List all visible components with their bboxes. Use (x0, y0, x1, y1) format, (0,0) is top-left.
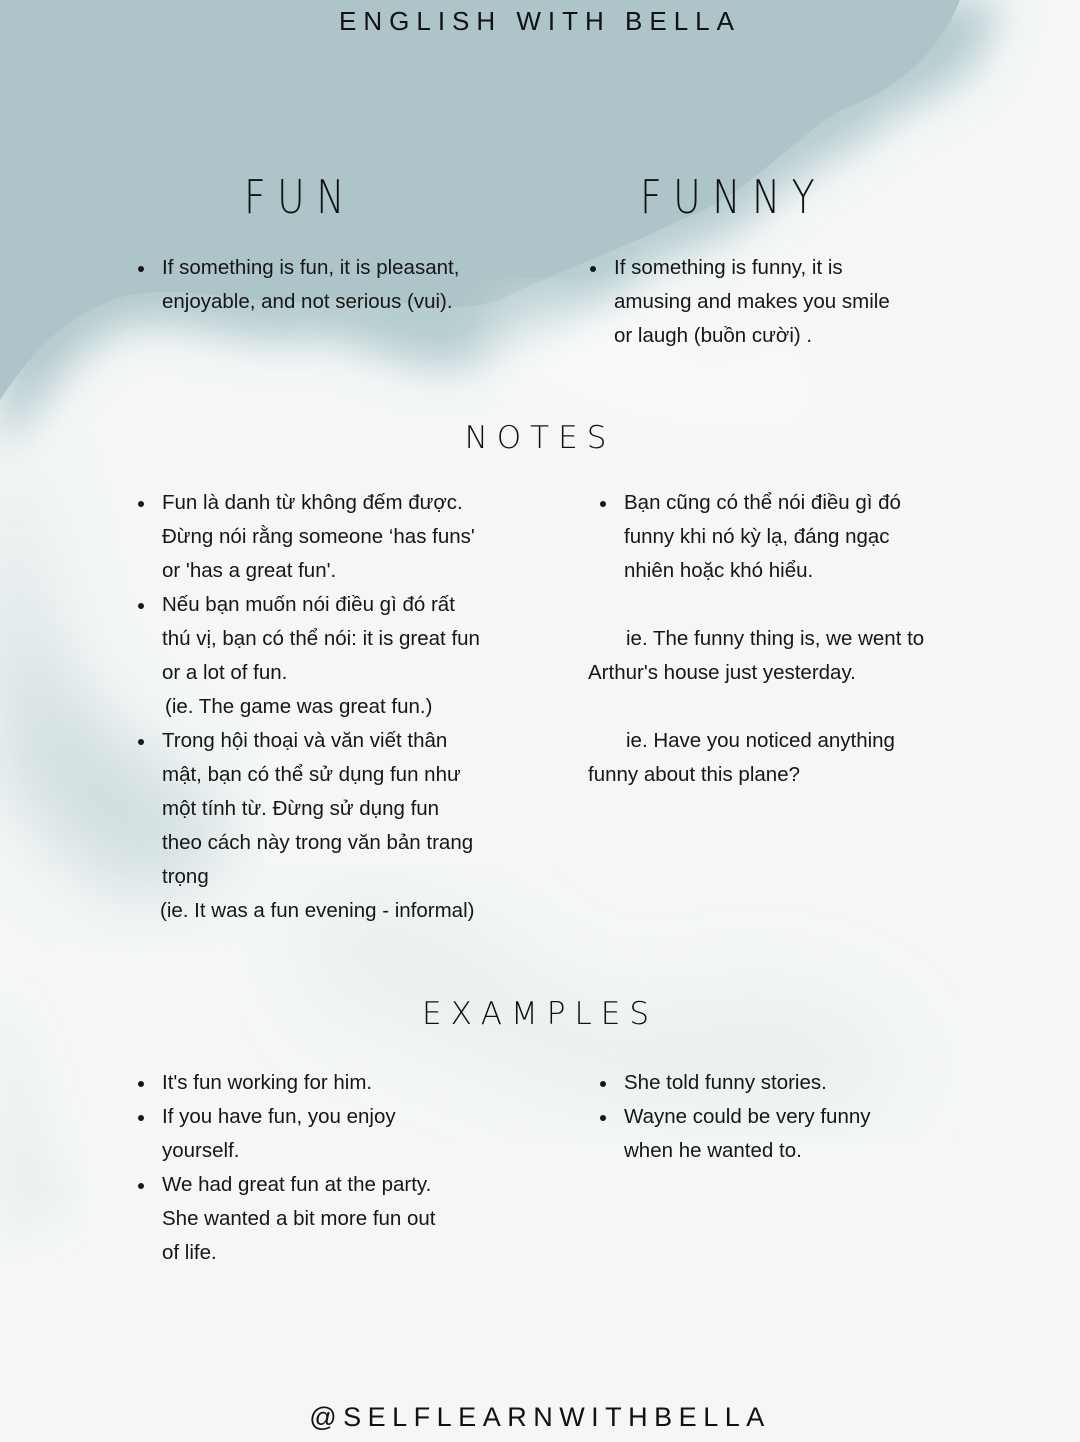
note-example: (ie. It was a fun evening - informal) (160, 899, 475, 922)
example-item: We had great fun at the party. She wanted a bit more fun out of life. (138, 1168, 436, 1270)
examples-title: EXAMPLES (421, 996, 658, 1032)
note-item: Nếu bạn muốn nói điều gì đó rất thú vị, bạn có thể nói: it is great fun or a lot of fun. (ie. The game was great fun.) (138, 588, 480, 724)
example-item: It's fun working for him. (138, 1066, 436, 1100)
funny-note-example-2: ie. Have you noticed anything funny about this plane? (588, 729, 895, 786)
notes-title: NOTES (464, 420, 616, 456)
funny-definition: If something is funny, it is amusing and makes you smile or laugh (buồn cười) . (590, 251, 890, 353)
fun-definition: If something is fun, it is pleasant, enjoyable, and not serious (vui). (138, 251, 459, 319)
example-item: If you have fun, you enjoy yourself. (138, 1100, 436, 1168)
funny-definition-list (590, 251, 890, 353)
note-item: Bạn cũng có thể nói điều gì đó funny khi nó kỳ lạ, đáng ngạc nhiên hoặc khó hiểu. (600, 486, 901, 588)
examples-fun-list (138, 1066, 436, 1270)
brand-header: ENGLISH WITH BELLA (339, 6, 741, 36)
example-item: Wayne could be very funny when he wanted to. (600, 1100, 871, 1168)
funny-note-example-1: ie. The funny thing is, we went to Arthur's house just yesterday. (588, 627, 925, 684)
funny-title: FUNNY (640, 170, 827, 224)
note-example: (ie. The game was great fun.) (165, 695, 433, 718)
social-handle: @SELFLEARNWITHBELLA (309, 1402, 771, 1432)
notes-fun-list (138, 486, 480, 928)
examples-funny-list (600, 1066, 871, 1168)
notes-funny-list (600, 486, 901, 588)
note-item: Fun là danh từ không đếm được. Đừng nói rằng someone ‘has funs' or 'has a great fun'. (138, 486, 480, 588)
note-item: Trong hội thoại và văn viết thân mật, bạn có thể sử dụng fun như một tính từ. Đừng sử dụng fun theo cách này trong văn bản trang trọng (ie. It was a fun evening - informal) (138, 724, 480, 928)
fun-title: FUN (244, 170, 356, 224)
fun-definition-list (138, 251, 459, 319)
example-item: She told funny stories. (600, 1066, 871, 1100)
